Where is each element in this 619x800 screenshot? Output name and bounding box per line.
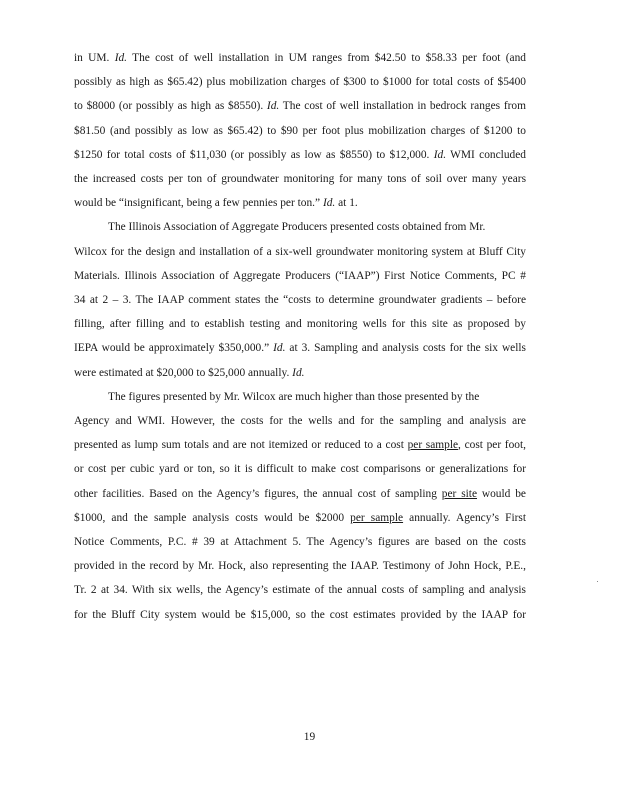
text-line: other facilities. Based on the Agency’s figures, the annual cost of sampling per site would be [74,487,526,500]
text-line: the increased costs per ton of groundwater monitoring for many tons of soil over many years [74,173,526,186]
text-line: $1250 for total costs of $11,030 (or possibly as low as $8550) to $12,000. Id. WMI concluded [74,148,526,161]
text-line: 34 at 2 – 3. The IAAP comment states the “costs to determine groundwater gradients – before [74,294,526,307]
text-line: for the Bluff City system would be $15,000, so the cost estimates provided by the IAAP for [74,608,526,621]
text-line: to $8000 (or possibly as high as $8550). Id. The cost of well installation in bedrock ranges from [74,100,526,113]
scan-speck [597,581,598,582]
text-line: possibly as high as $65.42) plus mobilization charges of $300 to $1000 for total costs of $5400 [74,76,526,89]
paragraph-well-installation-costs [74,46,526,215]
text-line: filling, after filling and to establish testing and monitoring wells for this site as proposed by [74,318,526,331]
text-line: Agency and WMI. However, the costs for the wells and for the sampling and analysis are [74,415,526,428]
text-line: Notice Comments, P.C. # 39 at Attachment 5. The Agency’s figures are based on the costs [74,536,526,549]
text-line: $1000, and the sample analysis costs would be $2000 per sample annually. Agency’s First [74,511,527,524]
text-line: Wilcox for the design and installation of a six-well groundwater monitoring system at Bluff City [74,245,526,258]
text-line: provided in the record by Mr. Hock, also representing the IAAP. Testimony of John Hock, P.E., [74,560,526,573]
paragraph-iaap-costs [74,215,526,384]
text-line: in UM. Id. The cost of well installation in UM ranges from $42.50 to $58.33 per foot (and [74,52,526,64]
text-line: IEPA would be approximately $350,000.” Id. at 3. Sampling and analysis costs for the six wells [74,342,526,355]
text-line: presented as lump sum totals and are not itemized or reduced to a cost per sample, cost per foot, [74,439,527,452]
text-line: were estimated at $20,000 to $25,000 annually. Id. [74,366,305,379]
paragraph-cost-comparison [74,385,526,627]
text-line: or cost per cubic yard or ton, so it is difficult to make cost comparisons or generalizations for [74,463,526,476]
text-line: The figures presented by Mr. Wilcox are much higher than those presented by the [108,390,480,403]
text-line: $81.50 (and possibly as low as $65.42) to $90 per foot plus mobilization charges of $1200 to [74,124,526,137]
text-line: Materials. Illinois Association of Aggregate Producers (“IAAP”) First Notice Comments, PC # [74,269,526,282]
body-text [74,46,526,627]
text-line: Tr. 2 at 34. With six wells, the Agency’s estimate of the annual costs of sampling and analysis [74,584,526,597]
page-number: 19 [303,731,316,743]
text-line: The Illinois Association of Aggregate Producers presented costs obtained from Mr. [108,221,486,234]
text-line: would be “insignificant, being a few pennies per ton.” Id. at 1. [74,197,358,210]
